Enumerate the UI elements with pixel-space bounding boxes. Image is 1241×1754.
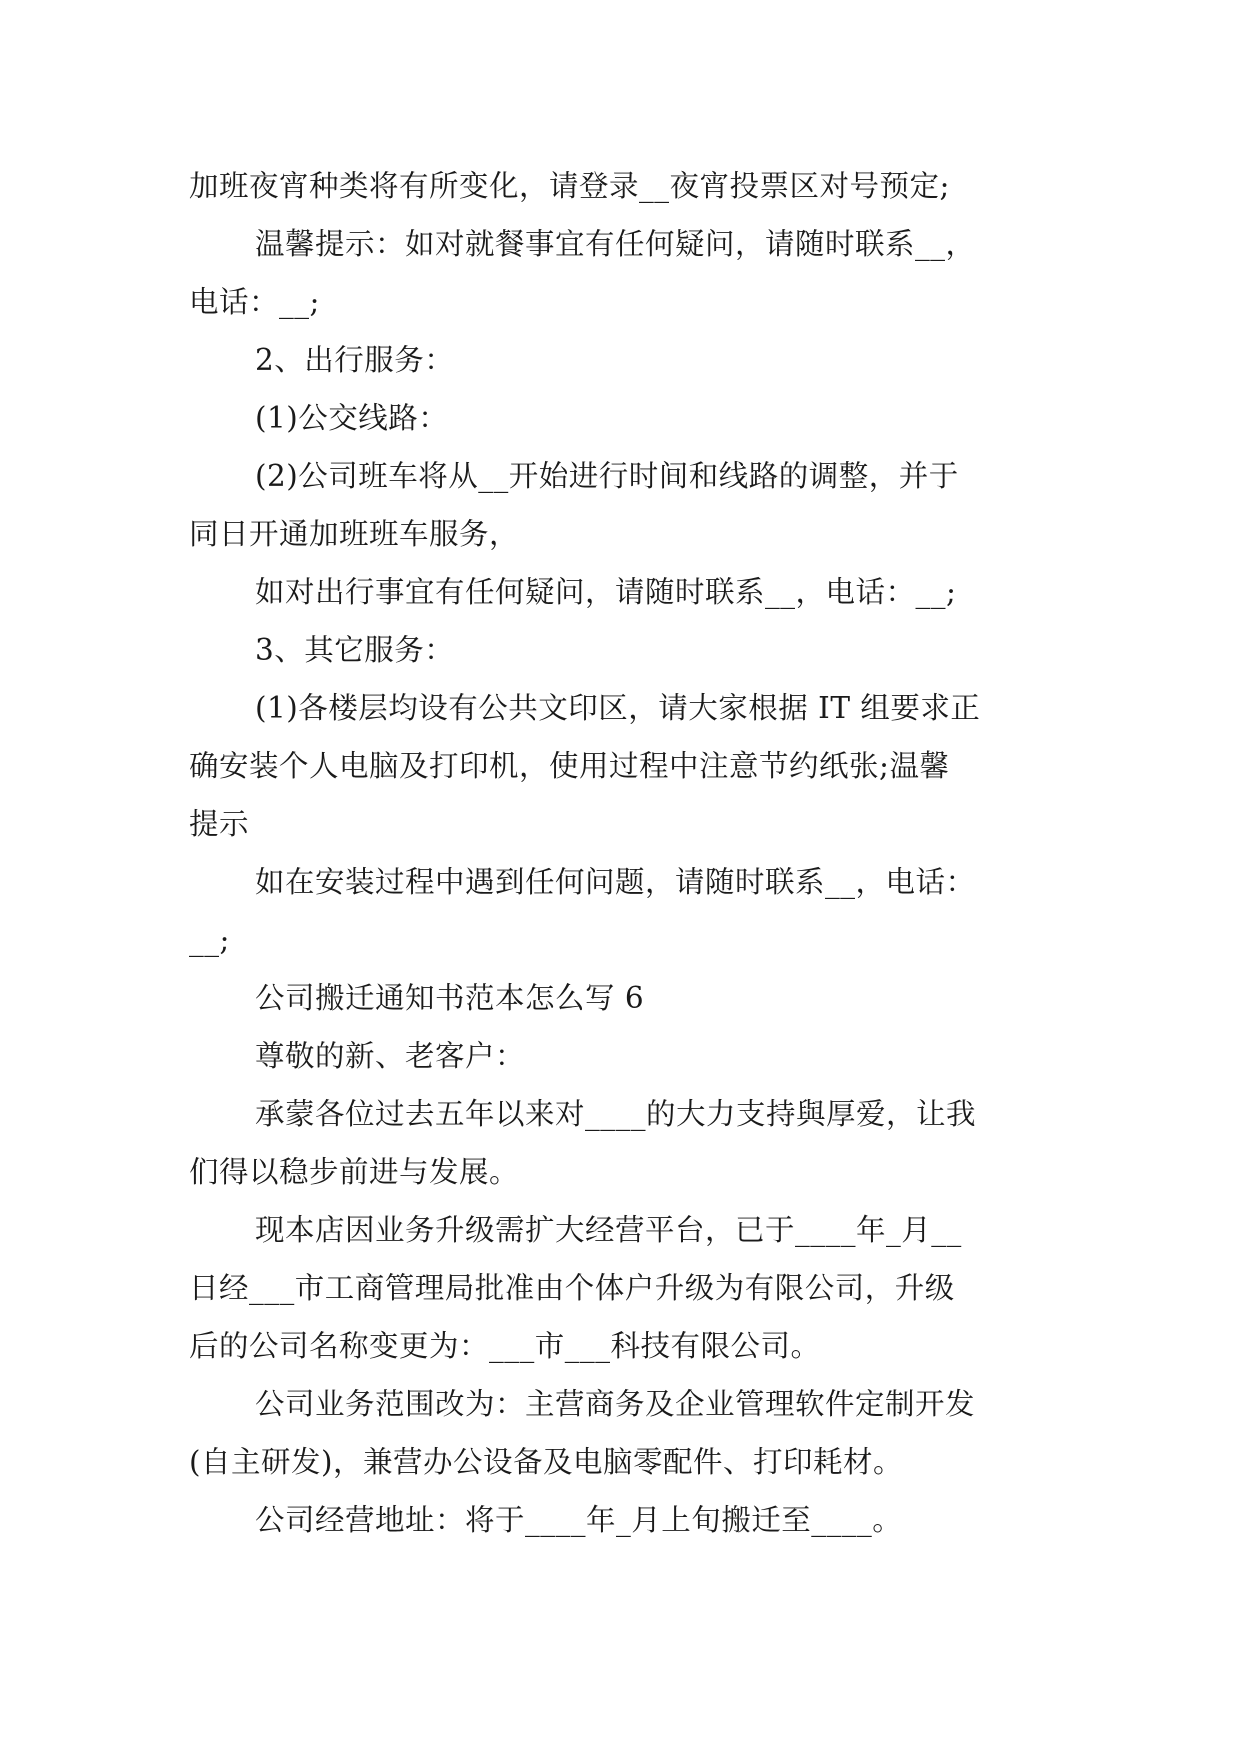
text-line: (自主研发)，兼营办公设备及电脑零配件、打印耗材。 (189, 1445, 904, 1479)
text-line: 承蒙各位过去五年以来对____的大力支持與厚爱，让我 (255, 1097, 977, 1131)
text-line: 如对出行事宜有任何疑问，请随时联系__，电话：__; (255, 575, 957, 609)
text-line: 如在安装过程中遇到任何问题，请随时联系__，电话： (255, 865, 976, 899)
document-body (189, 157, 1055, 1549)
text-line: 公司经营地址：将于____年_月上旬搬迁至____。 (255, 1503, 903, 1537)
text-line: 现本店因业务升级需扩大经营平台，已于____年_月__ (255, 1213, 962, 1247)
text-line: __; (189, 923, 230, 957)
text-line: 电话：__; (189, 285, 320, 319)
section-heading: 3、其它服务： (255, 633, 455, 667)
text-line: 加班夜宵种类将有所变化，请登录__夜宵投票区对号预定; (189, 169, 950, 203)
text-line: 公司业务范围改为：主营商务及企业管理软件定制开发 (255, 1387, 976, 1421)
text-line: 确安装个人电脑及打印机，使用过程中注意节约纸张;温馨 (189, 749, 950, 783)
text-line: (1)各楼层均设有公共文印区，请大家根据 IT 组要求正 (255, 691, 981, 725)
text-line: (1)公交线路： (255, 401, 449, 435)
document-title: 公司搬迁通知书范本怎么写 6 (255, 981, 645, 1015)
salutation: 尊敬的新、老客户： (255, 1039, 526, 1073)
text-line: (2)公司班车将从__开始进行时间和线路的调整，并于 (255, 459, 959, 493)
section-heading: 2、出行服务： (255, 343, 455, 377)
text-line: 后的公司名称变更为：___市___科技有限公司。 (189, 1329, 821, 1363)
text-line: 们得以稳步前进与发展。 (189, 1155, 520, 1189)
text-line: 温馨提示：如对就餐事宜有任何疑问，请随时联系__， (255, 227, 976, 261)
text-line: 同日开通加班班车服务， (189, 517, 520, 551)
text-line: 提示 (189, 807, 250, 841)
text-line: 日经___市工商管理局批准由个体户升级为有限公司，升级 (189, 1271, 955, 1305)
